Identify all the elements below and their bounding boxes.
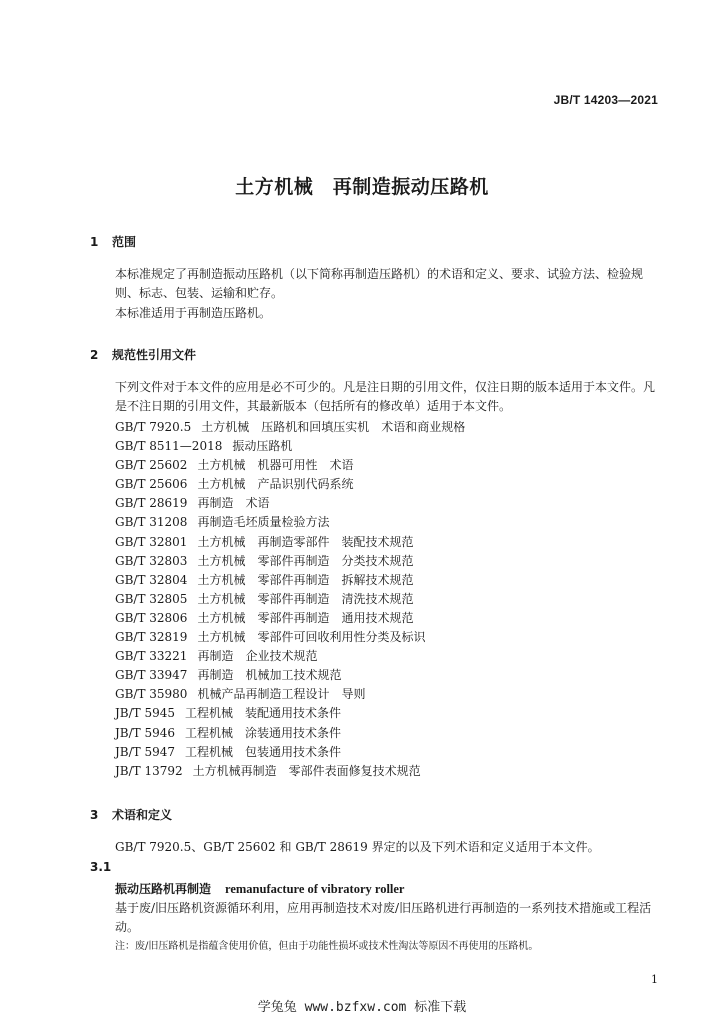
reference-title: 土方机械 零部件再制造 通用技术规范 [197, 610, 414, 625]
watermark-text: 学兔兔 www.bzfxw.com 标准下载 [257, 1000, 467, 1015]
reference-code: GB/T 35980 [115, 687, 188, 702]
section-title: 范围 [112, 235, 137, 249]
reference-title: 振动压路机 [232, 439, 293, 454]
reference-title: 再制造毛坯质量检验方法 [197, 515, 330, 530]
reference-code: JB/T 5946 [115, 725, 176, 740]
reference-title: 土方机械 压路机和回填压实机 术语和商业规格 [201, 420, 466, 434]
reference-title: 工程机械 包装通用技术条件 [185, 744, 342, 759]
term-note: 注：废/旧压路机是指蕴含使用价值，但由于功能性损坏或技术性淘汰等原因不再使用的压路机。 [115, 941, 539, 952]
reference-item [115, 571, 465, 590]
reference-item [115, 724, 465, 743]
section-3-intro [90, 838, 660, 857]
page-number: 1 [651, 973, 658, 986]
section-1-paragraph-2 [90, 304, 660, 323]
reference-title: 工程机械 涂装通用技术条件 [185, 725, 342, 740]
paragraph-text: 基于废/旧压路机资源循环利用，应用再制造技术对废/旧压路机进行再制造的一系列技术措施或工程活动。 [115, 901, 652, 934]
section-1-heading [90, 233, 136, 250]
paragraph-text: 下列文件对于本文件的应用是必不可少的。凡是注日期的引用文件，仅注日期的版本适用于本文件。凡是不注日期的引用文件，其最新版本（包括所有的修改单）适用于本文件。 [115, 380, 656, 413]
reference-code: GB/T 32806 [115, 610, 188, 625]
normative-reference-list [115, 418, 465, 781]
reference-item [115, 609, 465, 628]
reference-code: JB/T 5945 [115, 706, 176, 721]
reference-title: 工程机械 装配通用技术条件 [185, 706, 342, 721]
reference-code: JB/T 5947 [115, 744, 176, 759]
reference-item [115, 704, 465, 723]
reference-code: GB/T 32803 [115, 553, 188, 568]
reference-title: 土方机械 机器可用性 术语 [197, 458, 354, 473]
reference-title: 土方机械 零部件再制造 清洗技术规范 [197, 591, 414, 606]
section-title: 术语和定义 [112, 808, 173, 822]
reference-code: GB/T 32801 [115, 534, 188, 549]
reference-code: GB/T 25602 [115, 458, 188, 473]
term-name-zh: 振动压路机再制造 [115, 882, 212, 896]
reference-item [115, 647, 465, 666]
reference-title: 土方机械 零部件再制造 拆解技术规范 [197, 572, 414, 587]
reference-code: GB/T 8511—2018 [115, 439, 223, 454]
reference-item [115, 743, 465, 762]
reference-title: 土方机械 零部件可回收利用性分类及标识 [197, 630, 426, 645]
reference-title: 土方机械 产品识别代码系统 [197, 477, 354, 492]
reference-item [115, 437, 465, 456]
reference-item [115, 513, 465, 532]
reference-code: GB/T 32804 [115, 572, 188, 587]
reference-item [115, 418, 465, 437]
reference-item [115, 762, 465, 781]
reference-item [115, 552, 465, 571]
reference-code: GB/T 31208 [115, 515, 188, 530]
reference-item [115, 685, 465, 704]
paragraph-text: 本标准适用于再制造压路机。 [115, 306, 272, 320]
paragraph-text: 本标准规定了再制造振动压路机（以下简称再制造压路机）的术语和定义、要求、试验方法、检验规则、标志、包装、运输和贮存。 [115, 267, 644, 300]
term-number: 3.1 [90, 860, 112, 874]
reference-code: GB/T 7920.5 [115, 420, 192, 434]
document-title: 土方机械 再制造振动压路机 [235, 176, 489, 198]
section-number: 2 [90, 348, 99, 362]
reference-title: 土方机械 再制造零部件 装配技术规范 [197, 534, 414, 549]
reference-code: GB/T 33947 [115, 668, 188, 683]
section-3-heading [90, 806, 172, 823]
reference-item [115, 666, 465, 685]
section-number: 1 [90, 235, 99, 249]
reference-title: 再制造 机械加工技术规范 [197, 668, 342, 683]
reference-title: 机械产品再制造工程设计 导则 [197, 687, 366, 702]
term-definition [90, 899, 660, 937]
standard-number: JB/T 14203—2021 [553, 93, 658, 107]
term-entry [115, 880, 404, 897]
reference-title: 土方机械再制造 零部件表面修复技术规范 [192, 763, 421, 778]
paragraph-text: GB/T 7920.5、GB/T 25602 和 GB/T 28619 界定的以及下列术语和定义适用于本文件。 [115, 840, 600, 854]
reference-code: GB/T 25606 [115, 477, 188, 492]
reference-title: 再制造 企业技术规范 [197, 649, 318, 664]
reference-code: GB/T 32805 [115, 591, 188, 606]
reference-code: GB/T 33221 [115, 649, 188, 664]
section-2-intro [90, 378, 660, 416]
reference-code: JB/T 13792 [115, 763, 183, 778]
reference-item [115, 494, 465, 513]
reference-item [115, 628, 465, 647]
reference-item [115, 533, 465, 552]
section-title: 规范性引用文件 [112, 348, 197, 362]
reference-code: GB/T 32819 [115, 630, 188, 645]
section-1-paragraph-1 [90, 265, 660, 303]
reference-item [115, 456, 465, 475]
term-name-en: remanufacture of vibratory roller [225, 882, 405, 896]
reference-code: GB/T 28619 [115, 496, 188, 511]
reference-title: 再制造 术语 [197, 496, 270, 511]
section-2-heading [90, 346, 196, 363]
section-number: 3 [90, 808, 99, 822]
reference-title: 土方机械 零部件再制造 分类技术规范 [197, 553, 414, 568]
reference-item [115, 590, 465, 609]
reference-item [115, 475, 465, 494]
